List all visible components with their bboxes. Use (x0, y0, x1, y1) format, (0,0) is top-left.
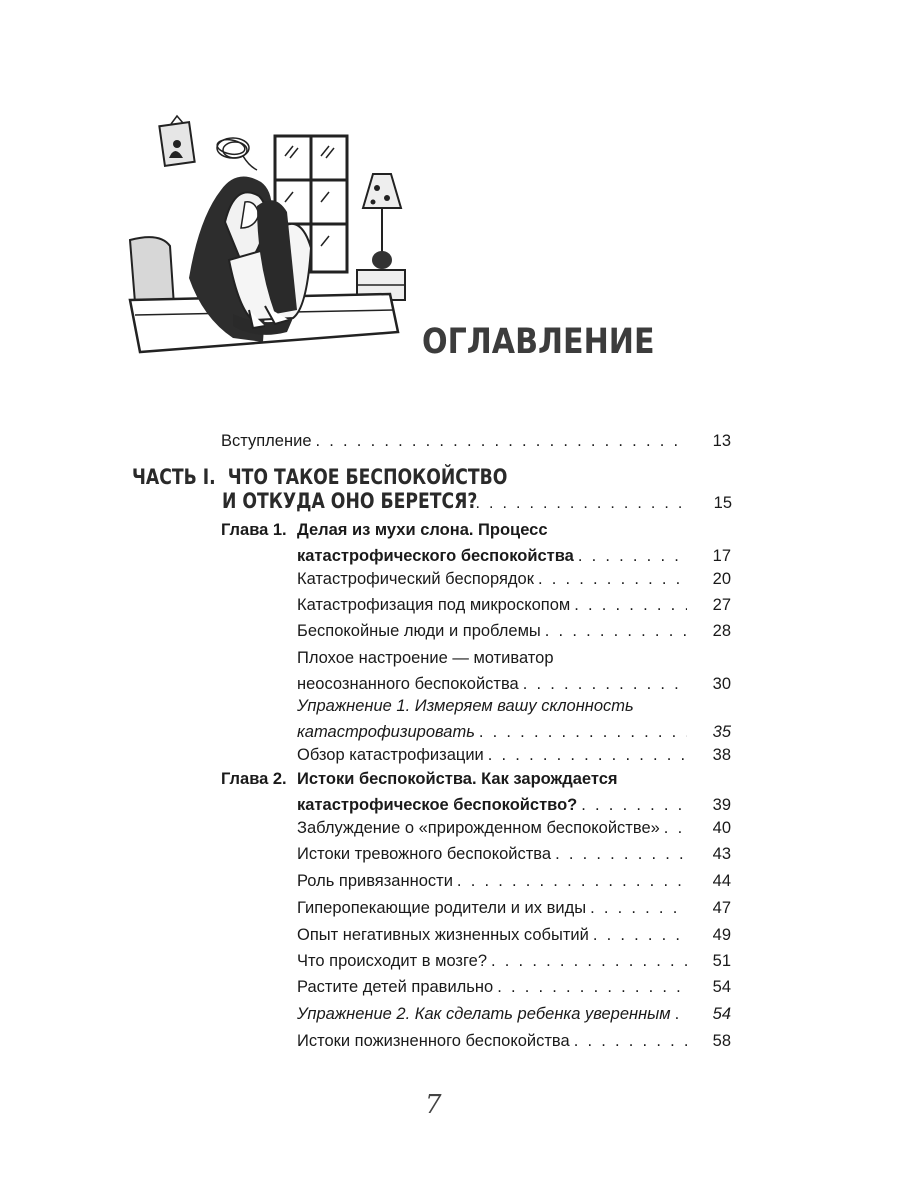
toc-page-number: 20 (712, 570, 731, 588)
toc-entry-title: Упражнение 2. Как сделать ребенка уверенным (297, 1005, 671, 1023)
toc-page-number: 54 (712, 978, 731, 996)
toc-page-number: 35 (712, 723, 731, 741)
toc-entry[interactable] (297, 566, 731, 592)
toc-page-number: 40 (712, 819, 731, 837)
toc-page-number: 28 (712, 622, 731, 640)
toc-entry[interactable] (297, 742, 731, 768)
toc-entry[interactable] (297, 1028, 731, 1054)
toc-entry-title: Опыт негативных жизненных событий (297, 926, 589, 944)
chapter-label: Глава 2. (221, 770, 287, 788)
toc-page-number: 27 (712, 596, 731, 614)
toc-entry-title: Обзор катастрофизации (297, 746, 484, 764)
chapter-title-line1: Делая из мухи слона. Процесс (297, 521, 548, 539)
toc-entry[interactable] (297, 922, 731, 948)
leader-dots (545, 618, 687, 644)
leader-dots (590, 895, 687, 921)
toc-entry-title: Истоки пожизненного беспокойства (297, 1032, 570, 1050)
leader-dots (497, 974, 687, 1000)
toc-entry-title: Катастрофизация под микроскопом (297, 596, 571, 614)
toc-page-number: 13 (712, 432, 731, 450)
leader-dots (593, 922, 687, 948)
toc-entry-title: Что происходит в мозге? (297, 952, 488, 970)
toc-page-number: 39 (712, 796, 731, 814)
toc-page-number: 30 (712, 675, 731, 693)
toc-entry[interactable] (297, 948, 731, 974)
toc-page-number: 47 (712, 899, 731, 917)
toc-entry-intro[interactable] (221, 428, 731, 454)
toc-page-number: 58 (712, 1032, 731, 1050)
toc-chapter-1[interactable] (221, 517, 731, 569)
leader-dots (574, 1028, 687, 1054)
toc-entry-title: Гиперопекающие родители и их виды (297, 899, 587, 917)
leader-dots (574, 592, 687, 618)
toc-entry[interactable] (297, 895, 731, 921)
toc-exercise-2[interactable] (297, 1001, 731, 1027)
toc-chapter-2[interactable] (221, 766, 731, 818)
leader-dots (488, 742, 687, 768)
toc-entry-title: катастрофизировать (297, 723, 475, 741)
toc-page-number: 15 (713, 494, 732, 512)
toc-entry[interactable] (297, 815, 731, 841)
chapter-title-line1: Истоки беспокойства. Как зарождается (297, 770, 618, 788)
toc-entry-title: Истоки тревожного беспокойства (297, 845, 552, 863)
toc-entry[interactable] (297, 868, 731, 894)
lamp-icon (357, 174, 405, 300)
toc-entry-title-line1: Упражнение 1. Измеряем вашу склонность (297, 697, 634, 715)
page-number: 7 (425, 1090, 442, 1120)
leader-dots (675, 1001, 687, 1027)
toc-entry-title-line1: Плохое настроение — мотиватор (297, 649, 554, 667)
toc-page-number: 51 (712, 952, 731, 970)
toc-entry[interactable] (297, 974, 731, 1000)
chapter-label: Глава 1. (221, 521, 287, 539)
toc-exercise-1[interactable] (297, 693, 731, 745)
leader-dots (457, 868, 687, 894)
leader-dots (491, 948, 687, 974)
toc-entry[interactable] (297, 841, 731, 867)
leader-dots (316, 428, 688, 454)
toc-page-number: 49 (712, 926, 731, 944)
toc-entry-title: Роль привязанности (297, 872, 453, 890)
toc-entry[interactable] (297, 618, 731, 644)
toc-page-number: 43 (712, 845, 731, 863)
toc-entry-title: Вступление (221, 432, 312, 450)
leader-dots (555, 841, 687, 867)
toc-entry-title: Растите детей правильно (297, 978, 494, 996)
toc-page-number: 17 (712, 547, 731, 565)
toc-entry-title: Катастрофический беспорядок (297, 570, 534, 588)
toc-entry[interactable] (297, 645, 731, 697)
toc-entry[interactable] (297, 592, 731, 618)
toc-entry-title: неосознанного беспокойства (297, 675, 519, 693)
illustration-anxious-woman (125, 110, 425, 360)
picture-frame-icon (159, 116, 194, 166)
page-title: ОГЛАВЛЕНИЕ (422, 322, 655, 362)
leader-dots (462, 495, 688, 513)
toc-page-number: 54 (712, 1005, 731, 1023)
toc-entry-title: Беспокойные люди и проблемы (297, 622, 541, 640)
toc-page-number: 38 (712, 746, 731, 764)
toc-page-number: 44 (712, 872, 731, 890)
toc-entry-title: Заблуждение о «прирожденном беспокойстве» (297, 819, 660, 837)
part-title-line2: И ОТКУДА ОНО БЕРЕТСЯ? (222, 489, 478, 513)
leader-dots (538, 566, 687, 592)
part-label: ЧАСТЬ I. ЧТО ТАКОЕ БЕСПОКОЙСТВО (132, 465, 508, 489)
chapter-title-line2: катастрофического беспокойства (297, 547, 574, 565)
leader-dots (664, 815, 687, 841)
worry-scribble-icon (216, 138, 257, 170)
chapter-title-line2: катастрофическое беспокойство? (297, 796, 578, 814)
